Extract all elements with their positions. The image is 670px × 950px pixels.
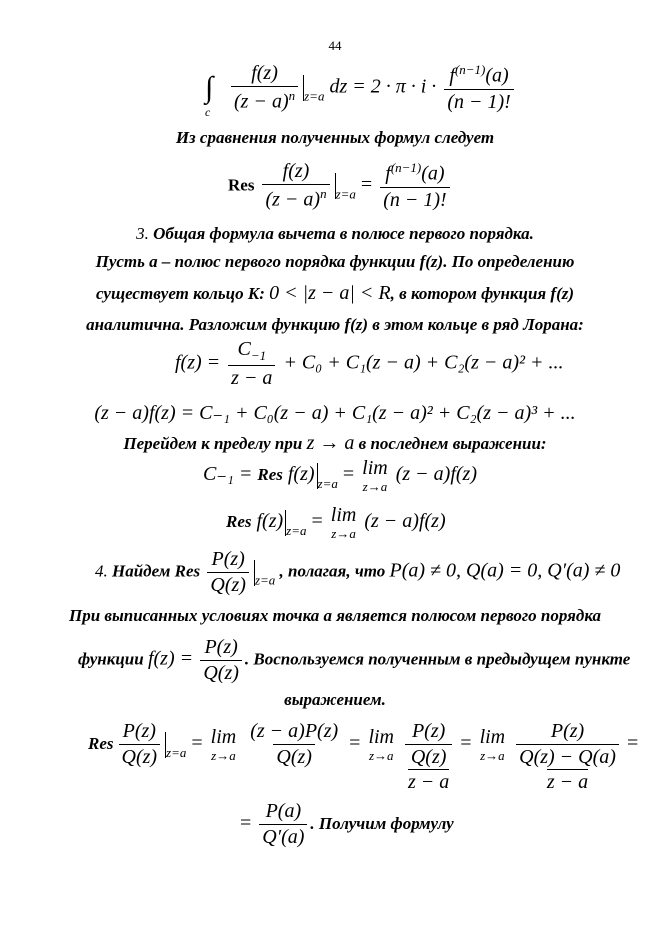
- integral-lower-limit: c: [205, 104, 211, 119]
- limit-line: Перейдем к пределу при z → a в последнем выражении:: [123, 432, 547, 454]
- integral-lhs-fraction: $\frac{f(z)}{(z - a)^n}$: [231, 62, 298, 114]
- laurent-series-1: f(z) = $\frac{C_{-1}}{z - a}$ + C₀ + C₁(z − a) + C₂(z − a)² + ...: [175, 338, 564, 389]
- para1-line1: Пусть a – полюс первого порядка функции f(z). По определению: [95, 252, 575, 271]
- section-3-title: 3. Общая формула вычета в полюсе первого порядка.: [136, 224, 534, 243]
- integral-dz: dz = 2 · π · i ·: [329, 75, 437, 98]
- residue-formula-2: Res f(z) $_{z=a}$ = lim z→a (z − a)f(z): [226, 504, 446, 541]
- section-4-line: 4. Найдем Res $\frac{P(z)}{Q(z)}$ $_{z=a}$ , полагая, что P(a) ≠ 0, Q(a) = 0, Q′(a) ≠ 0: [95, 548, 621, 596]
- integral-sign: ∫: [205, 70, 214, 104]
- page-number: 44: [328, 38, 342, 53]
- para1-line2: существует кольцо K: 0 < |z − a| < R, в котором функция f(z): [95, 282, 575, 304]
- para2-line3: выражением.: [284, 690, 386, 709]
- line-compare: Из сравнения полученных формул следует: [175, 128, 495, 147]
- integral-formula: ∫ c $\frac{f(z)}{(z - a)^n}$ $_{z=a}$ dz = 2 · π · i · $\frac{f^{(n-1)}(a)}{(n - 1)!}$: [205, 62, 517, 114]
- laurent-series-2: (z − a)f(z) = C₋₁ + C₀(z − a) + C₁(z − a)² + C₂(z − a)³ + ...: [94, 402, 576, 424]
- final-formula: = $\frac{P(a)}{Q'(a)}$ . Получим формулу: [240, 800, 454, 848]
- integral-rhs-fraction: $\frac{f^{(n-1)}(a)}{(n - 1)!}$: [444, 62, 513, 114]
- para2-line1: При выписанных условиях точка a является полюсом первого порядка: [68, 606, 602, 625]
- para1-line3: аналитична. Разложим функцию f(z) в этом кольце в ряд Лорана:: [86, 315, 584, 334]
- residue-formula-1: Res $\frac{f(z)}{(z - a)^n}$ $_{z=a}$ = $\frac{f^{(n-1)}(a)}{(n - 1)!}$: [228, 160, 453, 212]
- big-residue-formula: Res $\frac{P(z)}{Q(z)}$ $_{z=a}$ = lim z→a $\frac{(z - a)P(z)}{Q(z)}$ = lim z→a P(z) Q(z) z − a = lim z→a P(z) Q(z) − Q(a) z − a =: [88, 720, 639, 793]
- para2-line2: функции f(z) = $\frac{P(z)}{Q(z)}$ . Воспользуемся полученным в предыдущем пункте: [78, 636, 631, 684]
- c-minus-1-formula: C₋₁ = Res f(z) $_{z=a}$ = lim z→a (z − a)f(z): [203, 457, 477, 494]
